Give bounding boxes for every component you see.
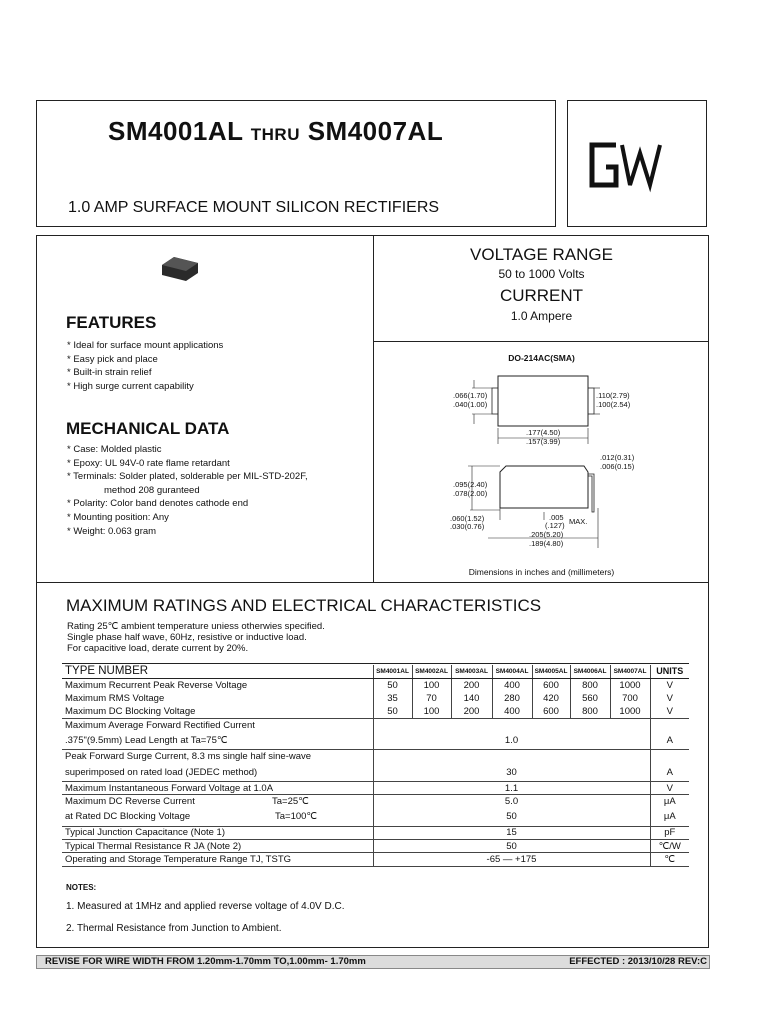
row-label: Maximum DC Blocking Voltage: [62, 705, 373, 718]
cell: 50: [373, 678, 412, 691]
table-row: [62, 840, 689, 853]
page-title: [108, 116, 443, 147]
cell: 420: [532, 692, 570, 705]
unit-cell: A: [650, 732, 689, 750]
table-row: [62, 763, 689, 781]
unit-cell: V: [650, 678, 689, 691]
dim-label: .012(0.31): [600, 453, 635, 462]
unit-cell: V: [650, 781, 689, 794]
row-label: Maximum Recurrent Peak Reverse Voltage: [65, 679, 248, 691]
col-header: SM4007AL: [610, 665, 650, 678]
unit-cell: ℃/W: [650, 840, 689, 853]
table-row: [62, 853, 689, 866]
col-header: SM4002AL: [412, 665, 451, 678]
mech-item: * Weight: 0.063 gram: [67, 525, 157, 537]
rating-line: Rating 25℃ ambient temperature uniess otherwies specified.: [67, 621, 325, 632]
col-header: SM4003AL: [451, 665, 492, 678]
dim-label: .095(2.40): [453, 480, 488, 489]
dim-label: .177(4.50): [526, 428, 561, 437]
cell: 1.1: [373, 781, 650, 794]
unit-cell: V: [650, 692, 689, 705]
thru-label: THRU: [250, 125, 300, 144]
part-end: SM4007AL: [307, 116, 444, 146]
subtitle: 1.0 AMP SURFACE MOUNT SILICON RECTIFIERS: [68, 199, 440, 216]
row-label: Maximum DC Reverse Current Ta=25℃: [65, 796, 309, 808]
horizontal-divider: [373, 341, 709, 342]
unit-cell: μA: [650, 795, 689, 808]
note-item: 2. Thermal Resistance from Junction to Ambient.: [66, 923, 282, 934]
cell: 700: [610, 692, 650, 705]
ratings-title: MAXIMUM RATINGS AND ELECTRICAL CHARACTERISTICS: [66, 596, 542, 615]
row-label: Maximum Average Forward Rectified Current: [65, 720, 255, 731]
cell: 140: [451, 692, 492, 705]
row-label: Typical Junction Capacitance (Note 1): [62, 826, 373, 839]
rating-line: Single phase half wave, 60Hz, resistive or inductive load.: [67, 632, 307, 643]
cell: 5.0: [373, 795, 650, 808]
unit-cell: V: [650, 705, 689, 718]
table-row: [62, 781, 689, 794]
table-row: [62, 795, 689, 808]
features-title: FEATURES: [66, 313, 157, 332]
cell: 50: [373, 705, 412, 718]
cell: 200: [451, 705, 492, 718]
unit-cell: A: [650, 763, 689, 781]
voltage-range-title: VOLTAGE RANGE: [470, 245, 613, 264]
mech-item: * Mounting position: Any: [67, 511, 169, 523]
dim-label: .100(2.54): [596, 400, 631, 409]
dim-label: .066(1.70): [453, 391, 488, 400]
col-header: SM4001AL: [373, 665, 412, 678]
mech-item: method 208 guranteed: [104, 484, 200, 496]
cell: 70: [412, 692, 451, 705]
rating-line: For capacitive load, derate current by 20%.: [67, 643, 249, 654]
cell: 15: [373, 826, 650, 839]
package-image: [158, 255, 202, 285]
col-header: SM4004AL: [492, 665, 532, 678]
mechanical-title: MECHANICAL DATA: [66, 419, 230, 438]
dim-label: MAX.: [569, 517, 588, 526]
diagram-caption: Dimensions in inches and (millimeters): [468, 567, 615, 577]
feature-item: * Ideal for surface mount applications: [67, 340, 224, 351]
type-number-header: TYPE NUMBER: [62, 665, 373, 678]
voltage-range-value: 50 to 1000 Volts: [498, 267, 585, 281]
dim-label: .030(0.76): [450, 522, 485, 531]
cell: 100: [412, 705, 451, 718]
table-header-row: [62, 665, 689, 678]
table-row: [62, 732, 689, 750]
table-row: [62, 705, 689, 718]
row-label: Maximum RMS Voltage: [65, 692, 165, 704]
cell: 50: [373, 808, 650, 826]
table-top-rule: [62, 663, 689, 664]
features-list: [67, 339, 223, 393]
table-row: [62, 750, 689, 763]
cell: 800: [570, 705, 610, 718]
cell: 400: [492, 705, 532, 718]
feature-item: * Easy pick and place: [67, 353, 158, 365]
dim-label: .189(4.80): [529, 539, 564, 548]
table-row: [62, 826, 689, 839]
row-label: .375"(9.5mm) Lead Length at Ta=75℃: [62, 732, 373, 750]
cell: 30: [373, 763, 650, 781]
cell: 35: [373, 692, 412, 705]
dim-label: .060(1.52): [450, 514, 485, 523]
cell: 600: [532, 705, 570, 718]
col-header: SM4005AL: [532, 665, 570, 678]
mech-item: * Case: Molded plastic: [67, 444, 162, 455]
cell: 200: [451, 678, 492, 691]
row-label: Operating and Storage Temperature Range TJ, TSTG: [62, 853, 373, 866]
feature-item: * Built-in strain relief: [67, 367, 152, 379]
notes-title: NOTES:: [66, 883, 97, 892]
mech-item: * Terminals: Solder plated, solderable per MIL-STD-202F,: [67, 471, 308, 483]
unit-cell: μA: [650, 808, 689, 826]
cell: 600: [532, 678, 570, 691]
cell: 400: [492, 678, 532, 691]
cell: 1000: [610, 678, 650, 691]
table-row: [62, 808, 689, 826]
unit-cell: ℃: [650, 853, 689, 866]
logo-box: [567, 100, 707, 227]
cell: 1.0: [373, 732, 650, 750]
dim-label: .110(2.79): [596, 391, 630, 400]
cell: 560: [570, 692, 610, 705]
cell: 50: [373, 840, 650, 853]
unit-cell: pF: [650, 826, 689, 839]
revision-note: REVISE FOR WIRE WIDTH FROM 1.20mm-1.70mm TO,1.00mm- 1.70mm: [45, 956, 366, 967]
dim-label: .205(5.20): [529, 530, 564, 539]
col-header: SM4006AL: [570, 665, 610, 678]
dim-label: .078(2.00): [453, 489, 488, 498]
note-item: 1. Measured at 1MHz and applied reverse voltage of 4.0V D.C.: [66, 901, 345, 912]
mechanical-list: [67, 443, 308, 538]
dim-label: .005: [549, 513, 564, 522]
cell: -65 — +175: [373, 853, 650, 866]
effective-date: EFFECTED : 2013/10/28 REV:C: [569, 956, 707, 967]
table-row: [62, 678, 689, 691]
gw-logo: [568, 101, 708, 228]
feature-item: * High surge current capability: [67, 380, 194, 392]
row-label: Maximum Instantaneous Forward Voltage at 1.0A: [62, 781, 373, 794]
units-header: UNITS: [650, 665, 689, 678]
row-label: at Rated DC Blocking Voltage Ta=100℃: [62, 808, 373, 826]
cell: 280: [492, 692, 532, 705]
mech-item: * Polarity: Color band denotes cathode end: [67, 498, 249, 510]
revision-footer: [36, 955, 710, 969]
dim-label: .040(1.00): [453, 400, 488, 409]
current-value: 1.0 Ampere: [510, 309, 573, 323]
table-row: [62, 692, 689, 705]
row-label: Peak Forward Surge Current, 8.3 ms single half sine-wave: [65, 751, 312, 763]
dim-label: .006(0.15): [600, 462, 635, 471]
table-row: [62, 719, 689, 732]
package-label: DO-214AC(SMA): [508, 353, 575, 363]
dim-label: (.127): [545, 521, 565, 530]
dim-label: .157(3.99): [526, 437, 561, 446]
cell: 1000: [610, 705, 650, 718]
current-title: CURRENT: [499, 286, 584, 305]
cell: 800: [570, 678, 610, 691]
cell: 100: [412, 678, 451, 691]
row-label: superimposed on rated load (JEDEC method): [62, 763, 373, 781]
ratings-table: [62, 665, 689, 867]
part-start: SM4001AL: [108, 116, 244, 146]
mech-item: * Epoxy: UL 94V-0 rate flame retardant: [67, 457, 230, 469]
ratings-lines: [67, 621, 325, 654]
row-label: Typical Thermal Resistance R JA (Note 2): [62, 840, 373, 853]
